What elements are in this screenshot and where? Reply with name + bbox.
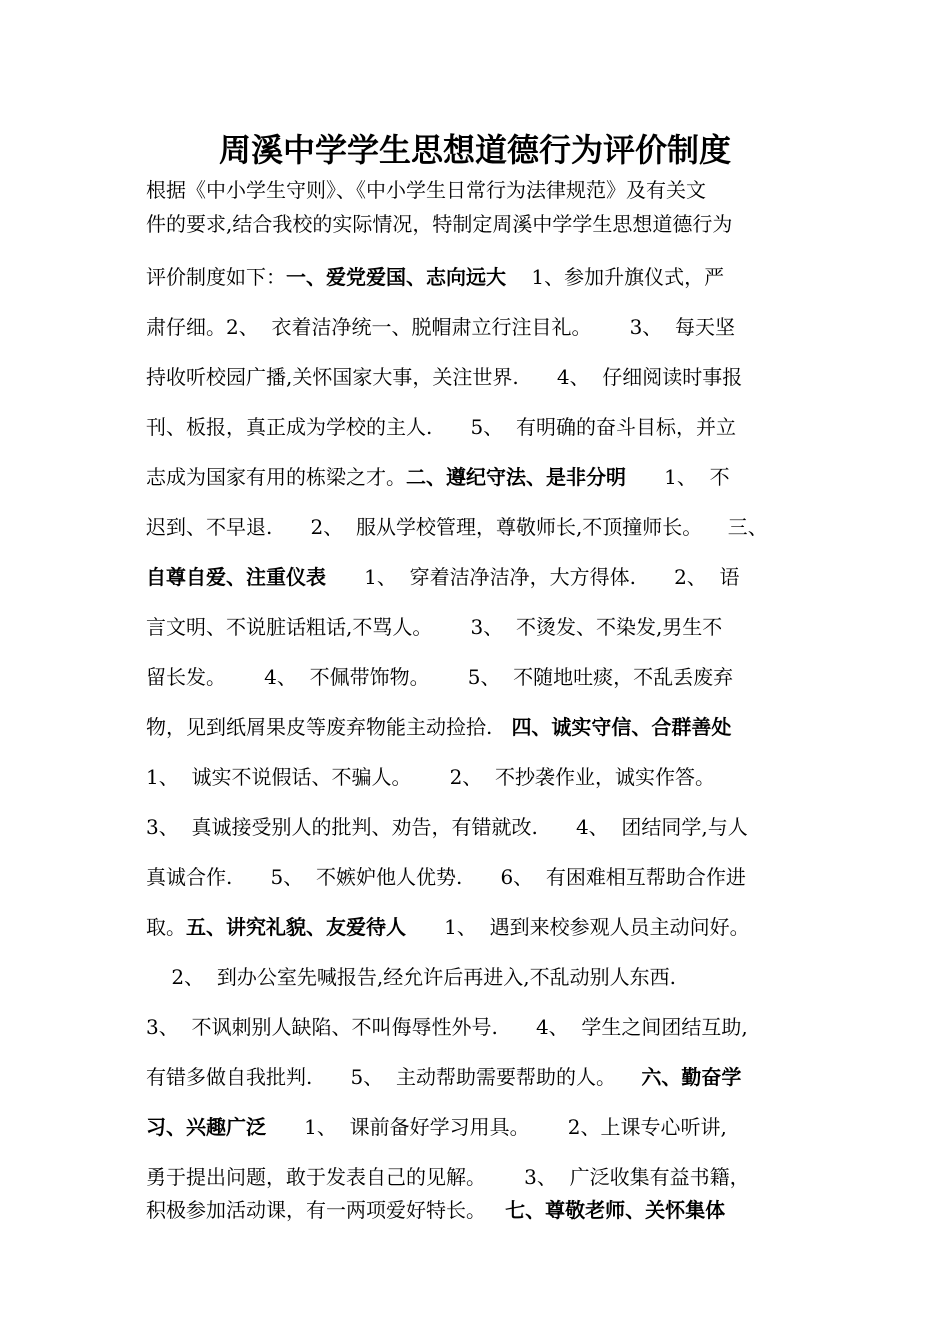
text-run: 1、 遇到来校参观人员主动问好。 bbox=[406, 915, 750, 939]
text-run: 留长发。 4、 不佩带饰物。 5、 不随地吐痰，不乱丢废弃 bbox=[146, 665, 734, 689]
section-heading: 二、遵纪守法、是非分明 bbox=[406, 465, 626, 489]
section-heading: 五、讲究礼貌、友爱待人 bbox=[186, 915, 406, 939]
text-line bbox=[146, 1195, 826, 1225]
text-line bbox=[146, 612, 826, 642]
text-run: 言文明、不说脏话粗话,不骂人。 3、 不烫发、不染发,男生不 bbox=[146, 615, 723, 639]
text-line bbox=[146, 562, 826, 592]
text-run: 1、 课前备好学习用具。 2、上课专心听讲, bbox=[266, 1115, 727, 1139]
text-line bbox=[146, 762, 826, 792]
text-line bbox=[146, 812, 826, 842]
text-run: 1、 诚实不说假话、不骗人。 2、 不抄袭作业，诚实作答。 bbox=[146, 765, 716, 789]
text-run: 1、参加升旗仪式，严 bbox=[506, 265, 725, 289]
text-line bbox=[146, 1012, 826, 1042]
text-run: 真诚合作. 5、 不嫉妒他人优势. 6、 有困难相互帮助合作进 bbox=[146, 865, 746, 889]
text-run: 有错多做自我批判. 5、 主动帮助需要帮助的人。 bbox=[146, 1065, 642, 1089]
text-line bbox=[146, 262, 826, 292]
text-run: 刊、板报，真正成为学校的主人. 5、 有明确的奋斗目标，并立 bbox=[146, 415, 736, 439]
text-line bbox=[146, 1112, 826, 1142]
text-line bbox=[146, 362, 826, 392]
text-run: 评价制度如下： bbox=[146, 265, 286, 289]
text-line bbox=[146, 175, 826, 205]
text-run: 1、 穿着洁净洁净，大方得体. 2、 语 bbox=[326, 565, 740, 589]
section-heading: 一、爱党爱国、志向远大 bbox=[286, 265, 506, 289]
text-line bbox=[146, 512, 826, 542]
text-line bbox=[146, 209, 826, 239]
text-run: 物，见到纸屑果皮等废弃物能主动捡拾. bbox=[146, 715, 512, 739]
text-line bbox=[146, 1162, 826, 1192]
text-run: 积极参加活动课，有一两项爱好特长。 bbox=[146, 1198, 506, 1222]
text-run: 件的要求,结合我校的实际情况，特制定周溪中学学生思想道德行为 bbox=[146, 212, 733, 236]
text-line bbox=[146, 662, 826, 692]
text-line bbox=[146, 412, 826, 442]
text-run: 3、 不讽刺别人缺陷、不叫侮辱性外号. 4、 学生之间团结互助, bbox=[146, 1015, 748, 1039]
text-line bbox=[146, 1062, 826, 1092]
text-line bbox=[146, 462, 826, 492]
text-run: 迟到、不早退. 2、 服从学校管理，尊敬师长,不顶撞师长。 三、 bbox=[146, 515, 768, 539]
text-run: 1、 不 bbox=[626, 465, 730, 489]
text-line bbox=[146, 712, 826, 742]
text-line bbox=[146, 962, 826, 992]
section-heading: 自尊自爱、注重仪表 bbox=[146, 565, 326, 589]
document-title: 周溪中学学生思想道德行为评价制度 bbox=[218, 131, 731, 169]
text-run: 根据《中小学生守则》、《中小学生日常行为法律规范》及有关文 bbox=[146, 178, 706, 202]
section-heading: 习、兴趣广泛 bbox=[146, 1115, 266, 1139]
section-heading: 四、诚实守信、合群善处 bbox=[511, 715, 732, 739]
text-line bbox=[146, 312, 826, 342]
text-run: 肃仔细。2、 衣着洁净统一、脱帽肃立行注目礼。 3、 每天坚 bbox=[146, 315, 736, 339]
section-heading: 六、勤奋学 bbox=[641, 1065, 742, 1089]
text-run: 持收听校园广播,关怀国家大事，关注世界. 4、 仔细阅读时事报 bbox=[146, 365, 743, 389]
section-heading: 七、尊敬老师、关怀集体 bbox=[505, 1198, 726, 1222]
text-run: 3、 真诚接受别人的批判、劝告，有错就改. 4、 团结同学,与人 bbox=[146, 815, 748, 839]
text-run: 取。 bbox=[146, 915, 186, 939]
text-run: 2、 到办公室先喊报告,经允许后再进入,不乱动别人东西. bbox=[146, 965, 676, 989]
text-line bbox=[146, 912, 826, 942]
text-run: 勇于提出问题，敢于发表自己的见解。 3、 广泛收集有益书籍， bbox=[146, 1165, 750, 1189]
text-line bbox=[146, 862, 826, 892]
text-run: 志成为国家有用的栋梁之才。 bbox=[146, 465, 406, 489]
